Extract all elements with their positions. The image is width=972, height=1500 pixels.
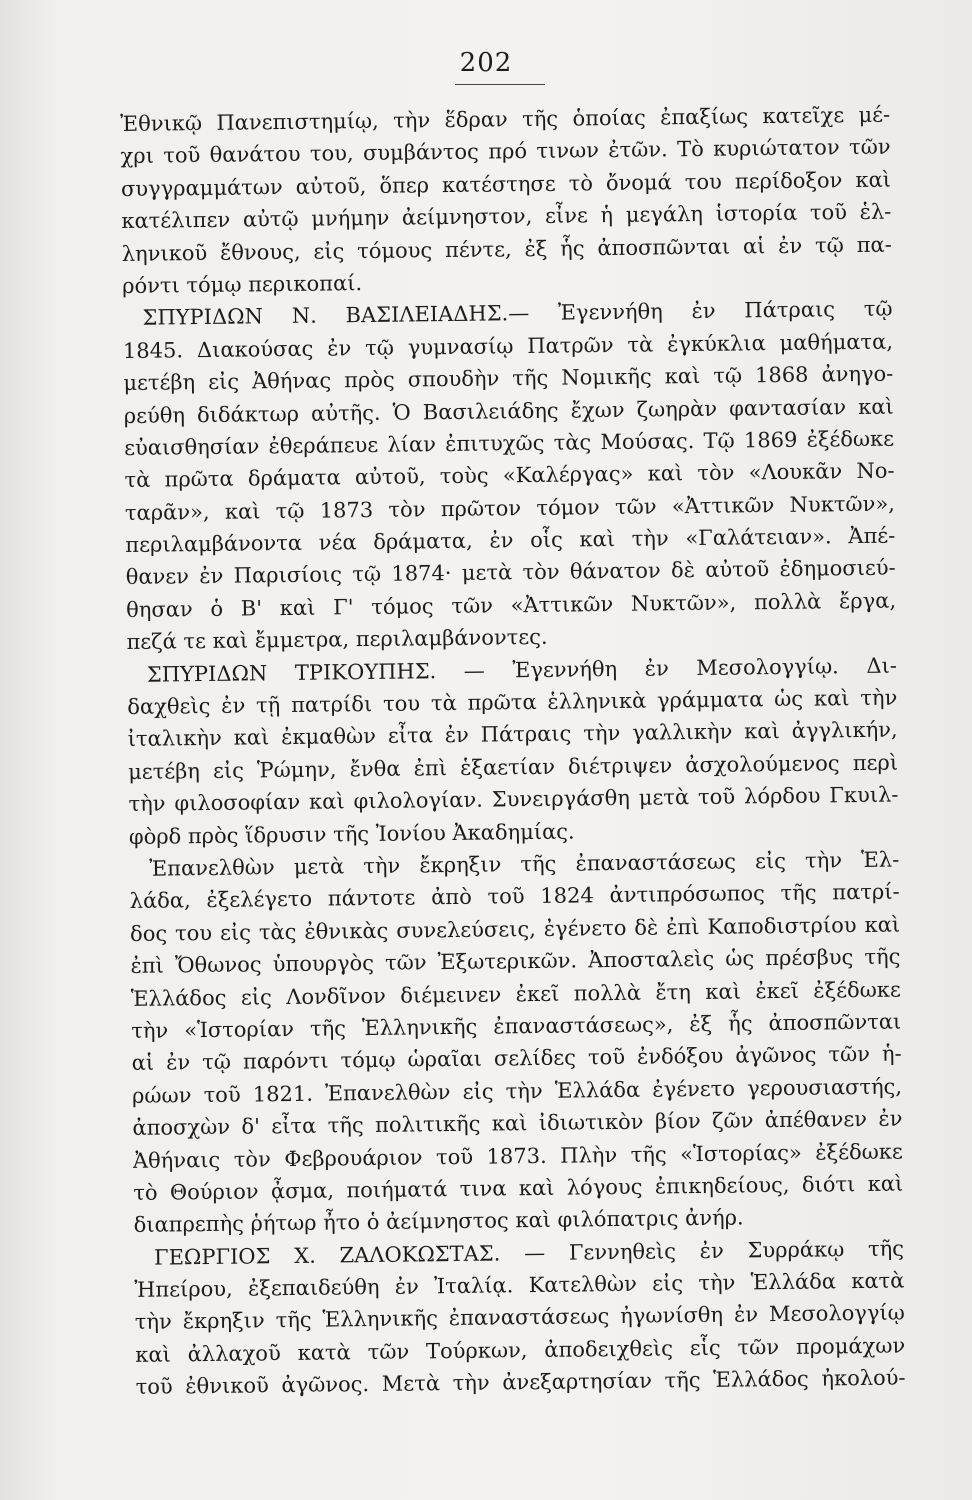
text-line: μετέβη εἰς Ῥώμην, ἔνθα ἐπὶ ἑξαετίαν διέτριψεν ἀσχολούμενος περὶ	[127, 750, 899, 784]
text-line: ΣΠΥΡΙΔΩΝ Ν. ΒΑΣΙΛΕΙΑΔΗΣ.— Ἐγεννήθη ἐν Πάτραις τῷ	[142, 296, 893, 331]
text-line: ταρᾶν», καὶ τῷ 1873 τὸν πρῶτον τόμον τῶν «Ἀττικῶν Νυκτῶν»,	[124, 491, 896, 525]
text-line: 1845. Διακούσας ἐν τῷ γυμνασίῳ Πατρῶν τὰ ἐγκύκλια μαθήματα,	[122, 329, 894, 363]
body-text	[120, 99, 906, 1404]
text-line: αἱ ἐν τῷ παρόντι τόμῳ ὡραῖαι σελίδες τοῦ ἐνδόξου ἀγῶνος τῶν ἡ-	[131, 1041, 902, 1076]
text-line: εὐαισθησίαν ἐθεράπευε λίαν ἐπιτυχῶς τὰς Μούσας. Τῷ 1869 ἐξέδωκε	[124, 426, 895, 460]
text-line: Ἠπείρου, ἐξεπαιδεύθη ἐν Ἰταλίᾳ. Κατελθὼν εἰς τὴν Ἑλλάδα κατὰ	[134, 1268, 905, 1302]
text-line: ρεύθη διδάκτωρ αὐτῆς. Ὁ Βασιλειάδης ἔχων ζωηρὰν φαντασίαν καὶ	[123, 394, 894, 428]
text-line: δαχθεὶς ἐν τῇ πατρίδι του τὰ πρῶτα ἑλληνικὰ γράμματα ὡς καὶ τὴν	[127, 685, 898, 719]
text-line: θησαν ὁ Β' καὶ Γ' τόμος τῶν «Ἀττικῶν Νυκτῶν», πολλὰ ἔργα,	[125, 588, 897, 622]
text-line: ἰταλικὴν καὶ ἐκμαθὼν εἶτα ἐν Πάτραις τὴν γαλλικὴν καὶ ἀγγλικήν,	[127, 717, 898, 752]
text-line: τὰ πρῶτα δράματα αὐτοῦ, τοὺς «Καλέργας» καὶ τὸν «Λουκᾶν Νο-	[124, 458, 895, 493]
text-line: ἀποσχὼν δ' εἶτα τῆς πολιτικῆς καὶ ἰδιωτικὸν βίον ζῶν ἀπέθανεν ἐν	[132, 1106, 903, 1141]
text-line: Ἐπανελθὼν μετὰ τὴν ἔκρηξιν τῆς ἐπαναστάσεως εἰς τὴν Ἑλ-	[149, 847, 900, 881]
text-line: τὴν «Ἱστορίαν τῆς Ἑλληνικῆς ἐπαναστάσεως», ἐξ ἧς ἀποσπῶνται	[131, 1009, 902, 1043]
text-line: ληνικοῦ ἔθνους, εἰς τόμους πέντε, ἐξ ἧς ἀποσπῶνται αἱ ἐν τῷ πα-	[121, 232, 892, 266]
text-line: Ἐθνικῷ Πανεπιστημίῳ, τὴν ἕδραν τῆς ὁποίας ἐπαξίως κατεῖχε μέ-	[120, 102, 891, 136]
text-line: κατέλιπεν αὐτῷ μνήμην ἀείμνηστον, εἶνε ἡ μεγάλη ἱστορία τοῦ ἑλ-	[121, 199, 892, 234]
text-line: χρι τοῦ θανάτου του, συμβάντος πρό τινων ἐτῶν. Τὸ κυριώτατον τῶν	[120, 134, 891, 169]
text-line: Ἀθήναις τὸν Φεβρουάριον τοῦ 1873. Πλὴν τῆς «Ἱστορίας» ἐξέδωκε	[132, 1139, 903, 1173]
text-line: Ἑλλάδος εἰς Λονδῖνον διέμεινεν ἐκεῖ πολλὰ ἔτη καὶ ἐκεῖ ἐξέδωκε	[130, 977, 901, 1011]
text-line: ΣΠΥΡΙΔΩΝ ΤΡΙΚΟΥΠΗΣ. — Ἐγεννήθη ἐν Μεσολογγίῳ. Δι-	[146, 653, 898, 687]
text-line: δος του εἰς τὰς ἐθνικὰς συνελεύσεις, ἐγένετο δὲ ἐπὶ Καποδιστρίου καὶ	[129, 912, 901, 946]
text-line: συγγραμμάτων αὐτοῦ, ὅπερ κατέστησε τὸ ὄνομά του περίδοξον καὶ	[120, 167, 892, 201]
text-line: ΓΕΩΡΓΙΟΣ Χ. ΖΑΛΟΚΩΣΤΑΣ. — Γεννηθεὶς ἐν Συρράκῳ τῆς	[153, 1236, 905, 1270]
text-line: τοῦ ἐθνικοῦ ἀγῶνος. Μετὰ τὴν ἀνεξαρτησίαν τῆς Ἑλλάδος ἠκολού-	[135, 1365, 906, 1400]
text-line: θανεν ἐν Παρισίοις τῷ 1874· μετὰ τὸν θάνατον δὲ αὐτοῦ ἐδημοσιεύ-	[125, 556, 896, 590]
text-line: ρώων τοῦ 1821. Ἐπανελθὼν εἰς τὴν Ἑλλάδα ἐγένετο γερουσιαστής,	[131, 1074, 903, 1108]
text-line: πεζά τε καὶ ἔμμετρα, περιλαμβάνοντες.	[126, 625, 548, 655]
page-number: 202	[459, 48, 513, 78]
text-line: λάδα, ἐξελέγετο πάντοτε ἀπὸ τοῦ 1824 ἀντιπρόσωπος τῆς πατρί-	[129, 879, 900, 914]
text-line: ἐπὶ Ὄθωνος ὑπουργὸς τῶν Ἐξωτερικῶν. Ἀποσταλεὶς ὡς πρέσβυς τῆς	[130, 944, 901, 979]
text-line: τὸ Θούριον ᾆσμα, ποιήματά τινα καὶ λόγους ἐπικηδείους, διότι καὶ	[133, 1171, 904, 1205]
text-line: τὴν ἔκρηξιν τῆς Ἑλληνικῆς ἐπαναστάσεως ἠγωνίσθη ἐν Μεσολογγίῳ	[134, 1300, 905, 1335]
text-line: καὶ ἀλλαχοῦ κατὰ τῶν Τούρκων, ἀποδειχθεὶς εἷς τῶν προμάχων	[135, 1333, 906, 1367]
text-line: διαπρεπὴς ῥήτωρ ἦτο ὁ ἀείμνηστος καὶ φιλόπατρις ἀνήρ.	[133, 1205, 744, 1238]
text-line: ρόντι τόμῳ περικοπαί.	[122, 271, 363, 298]
text-line: μετέβη εἰς Ἀθήνας πρὸς σπουδὴν τῆς Νομικῆς καὶ τῷ 1868 ἀνηγο-	[123, 361, 894, 396]
text-line: τὴν φιλοσοφίαν καὶ φιλολογίαν. Συνειργάσθη μετὰ τοῦ λόρδου Γκυιλ-	[128, 782, 899, 817]
page-number-rule	[455, 84, 545, 85]
text-line: φὸρδ πρὸς ἵδρυσιν τῆς Ἰονίου Ἀκαδημίας.	[128, 819, 575, 849]
text-line: περιλαμβάνοντα νέα δράματα, ἐν οἷς καὶ τὴν «Γαλάτειαν». Ἀπέ-	[125, 523, 896, 558]
